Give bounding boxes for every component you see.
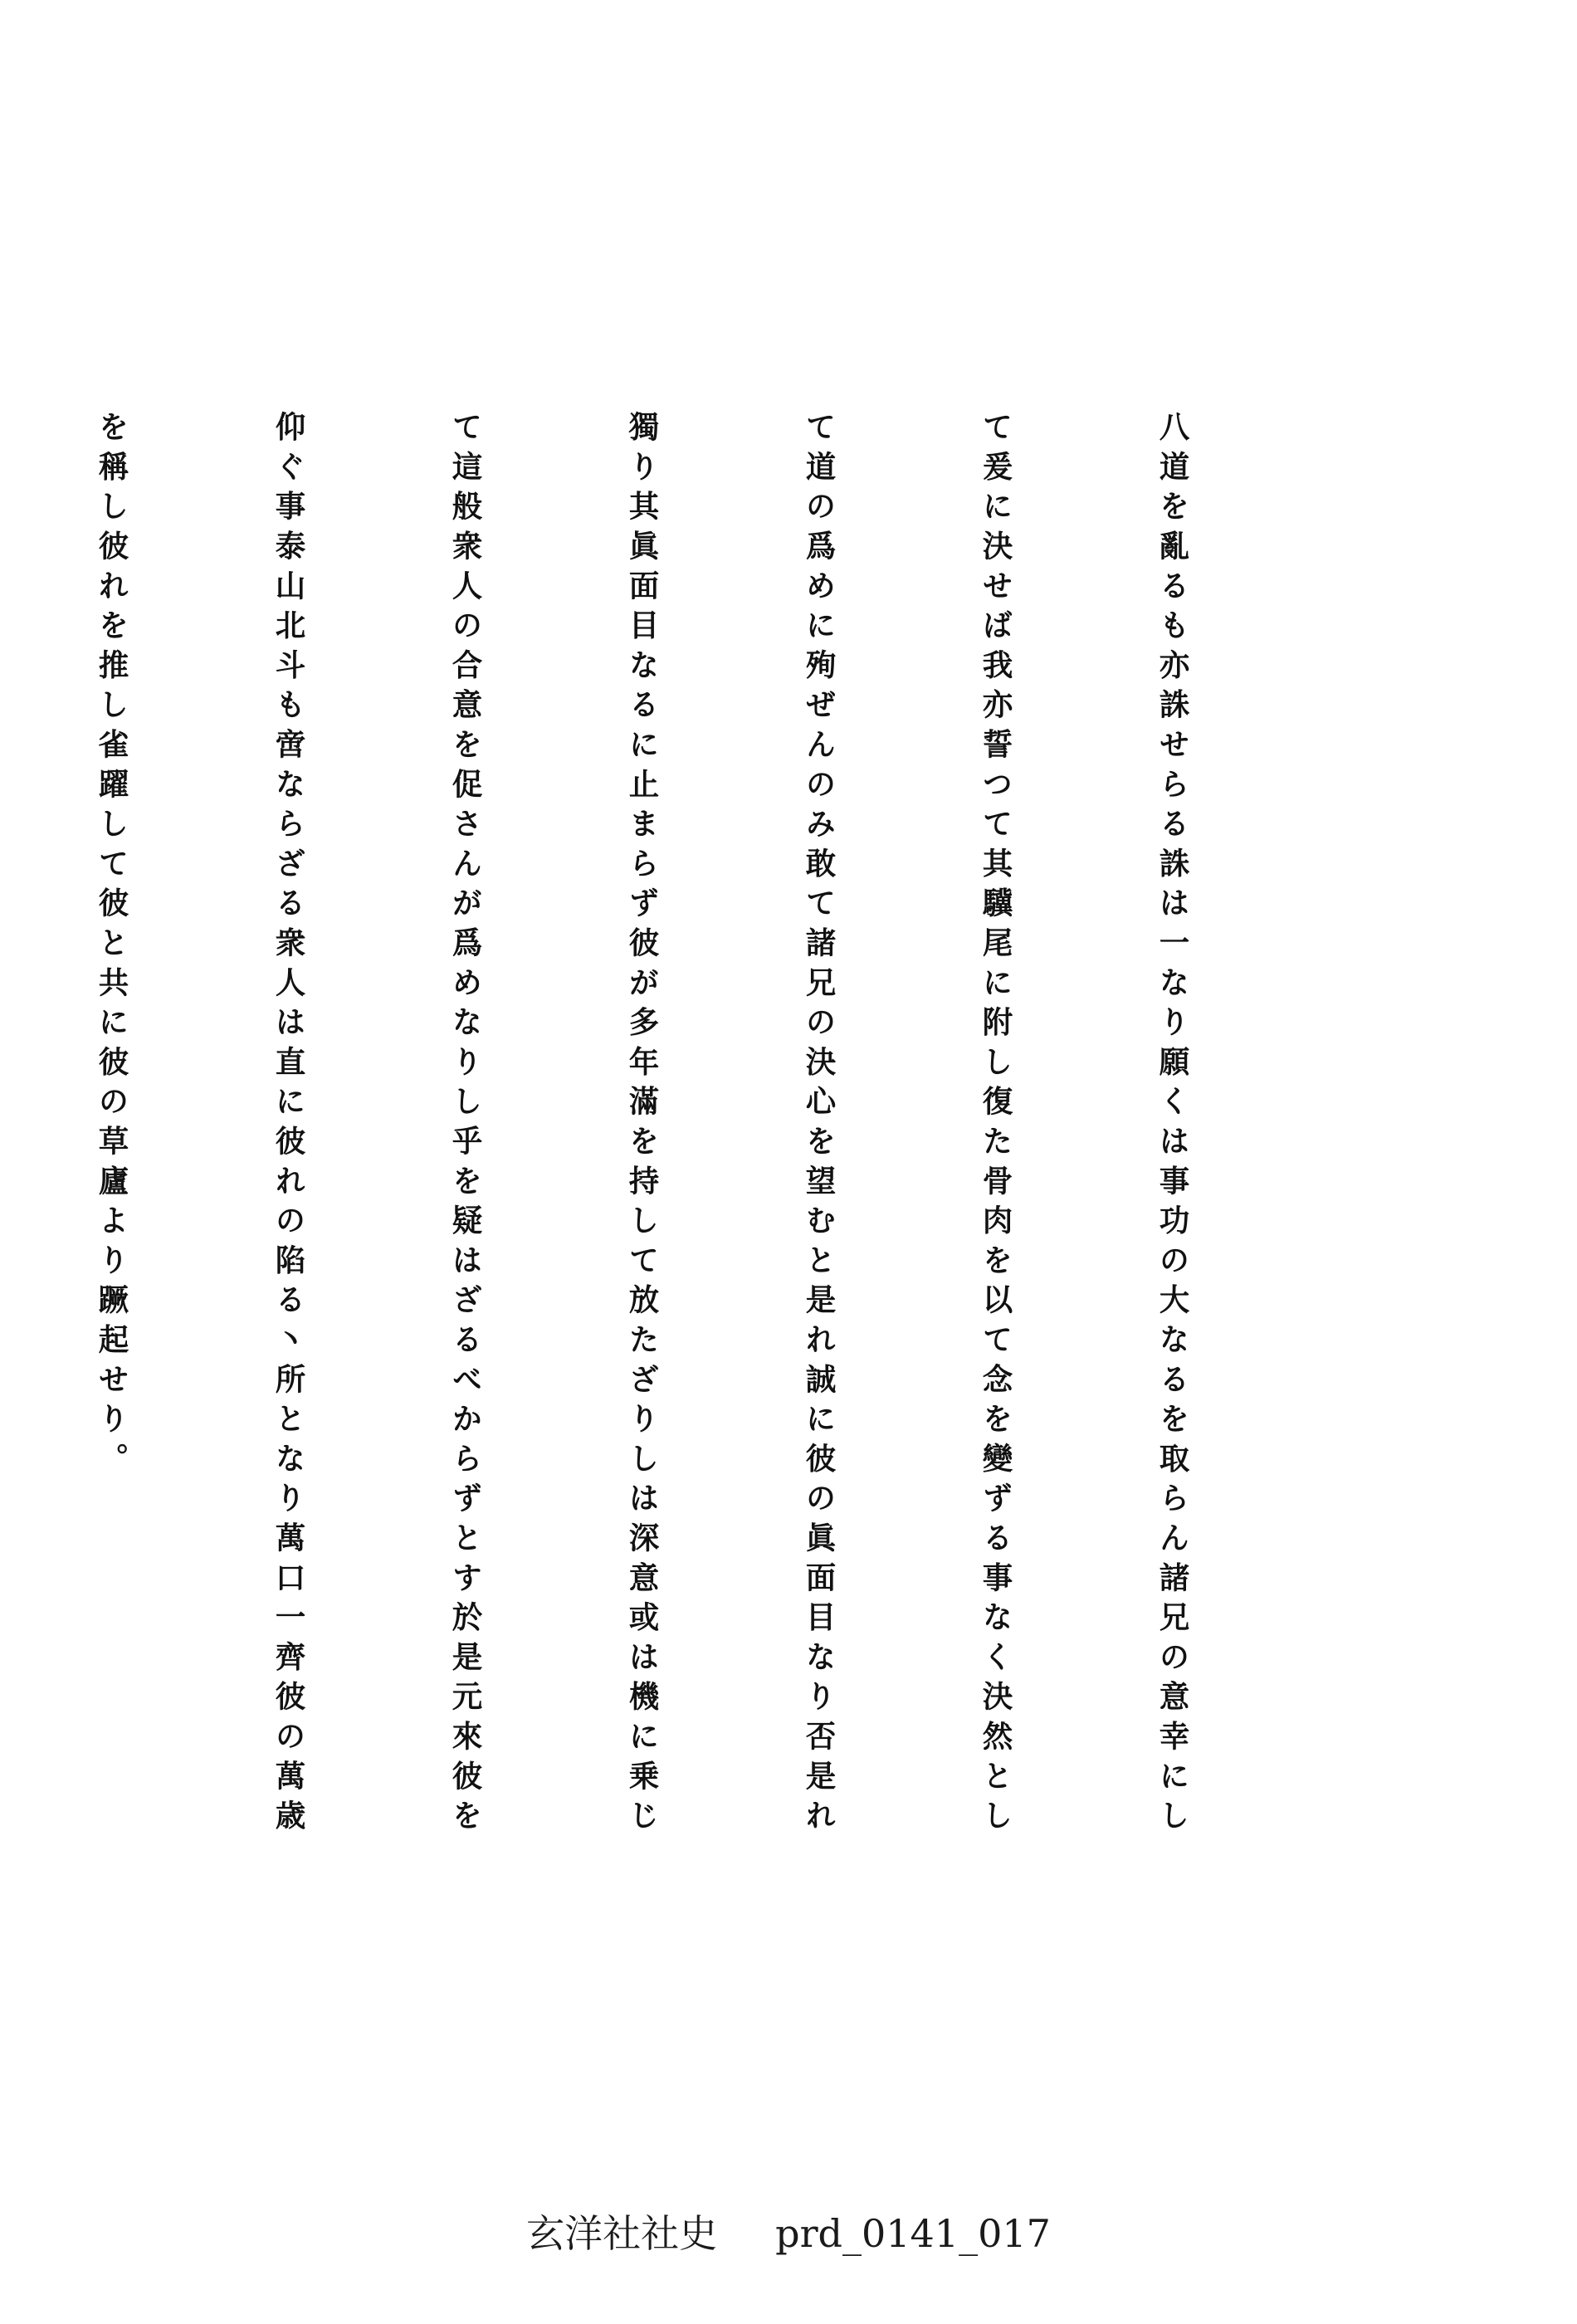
text-column: を稱し彼れを推し雀躍して彼と共に彼の草廬より蹶起せり。: [94, 411, 129, 1482]
text-column: 仰ぐ事泰山北斗も啻ならざる衆人は直に彼れの陷る丶所となり萬口一齊彼の萬歳: [271, 411, 306, 1839]
text-column: て道の爲めに殉ぜんのみ敢て諸兄の決心を望むと是れ誠に彼の眞面目なり否是れ: [801, 411, 837, 1839]
footer-page-id: prd_0141_017: [775, 2211, 1051, 2256]
text-column: 八道を亂るも亦誅せらる誅は一なり願くは事功の大なるを取らん諸兄の意幸にし: [1155, 411, 1190, 1839]
page-footer: [0, 2204, 1577, 2258]
text-column: て這般衆人の合意を促さんが爲めなりし乎を疑はざるべからずとす於是元來彼を: [447, 411, 483, 1839]
body-text: [94, 411, 1320, 1946]
footer-title: 玄洋社社史: [526, 2211, 718, 2256]
text-column: て爰に決せば我亦誓つて其驥尾に附し復た骨肉を以て念を變ずる事なく決然とし: [978, 411, 1013, 1839]
text-column: 獨り其眞面目なるに止まらず彼が多年滿を持して放たざりしは深意或は機に乗じ: [624, 411, 660, 1839]
